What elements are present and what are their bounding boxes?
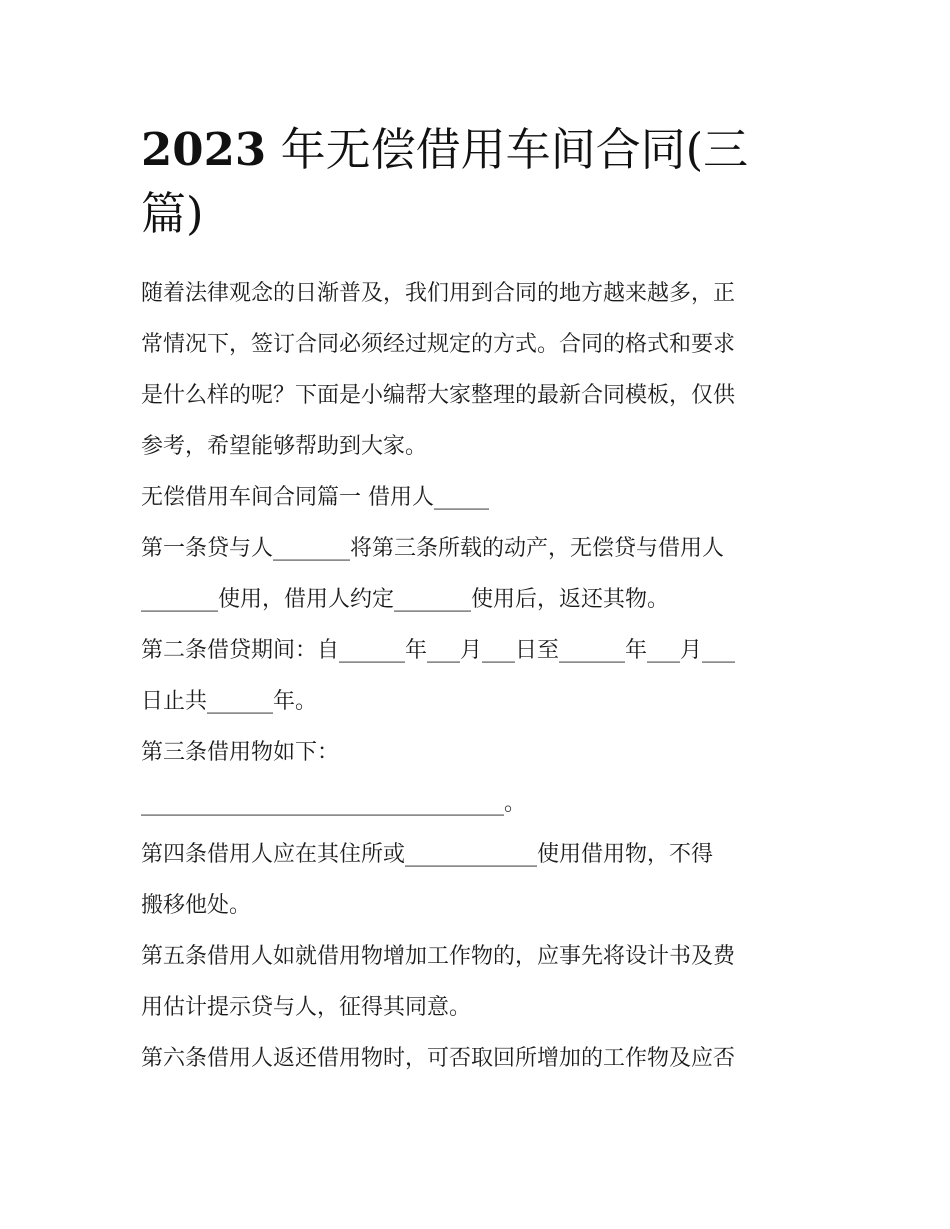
clause-4-line: 第四条借用人应在其住所或____________使用借用物，不得 xyxy=(141,842,714,867)
clause-3-blank-line: _________________________________。 xyxy=(141,791,527,816)
clause-5-line: 第五条借用人如就借用物增加工作物的，应事先将设计书及费 xyxy=(141,944,736,969)
document-page xyxy=(141,118,813,1084)
clause-6-line: 第六条借用人返还借用物时，可否取回所增加的工作物及应否 xyxy=(141,1046,736,1071)
paragraph-line: 是什么样的呢？下面是小编帮大家整理的最新合同模板，仅供 xyxy=(141,383,736,408)
clause-4-line: 搬移他处。 xyxy=(141,893,252,918)
title-line-2: 篇) xyxy=(141,187,204,240)
title-year: 2023 xyxy=(141,123,267,176)
paragraph-line: 参考，希望能够帮助到大家。 xyxy=(141,434,428,459)
document-body xyxy=(141,268,813,1084)
title-line-1 xyxy=(141,118,813,182)
clause-1-line: _______使用，借用人约定_______使用后，返还其物。 xyxy=(141,587,670,612)
paragraph-line: 随着法律观念的日渐普及，我们用到合同的地方越来越多，正 xyxy=(141,281,736,306)
clause-2-line: 日止共______年。 xyxy=(141,689,318,714)
section-heading-line: 无偿借用车间合同篇一 借用人_____ xyxy=(141,485,489,510)
paragraph-line: 常情况下，签订合同必须经过规定的方式。合同的格式和要求 xyxy=(141,332,736,357)
clause-2-line: 第二条借贷期间：自______年___月___日至______年___月___ xyxy=(141,638,736,663)
clause-3-line: 第三条借用物如下： xyxy=(141,740,340,765)
clause-1-line: 第一条贷与人_______将第三条所载的动产，无偿贷与借用人 xyxy=(141,536,725,561)
clause-5-line: 用估计提示贷与人，征得其同意。 xyxy=(141,995,472,1020)
title-text: 年无偿借用车间合同(三 xyxy=(280,123,749,176)
document-title xyxy=(141,118,813,246)
